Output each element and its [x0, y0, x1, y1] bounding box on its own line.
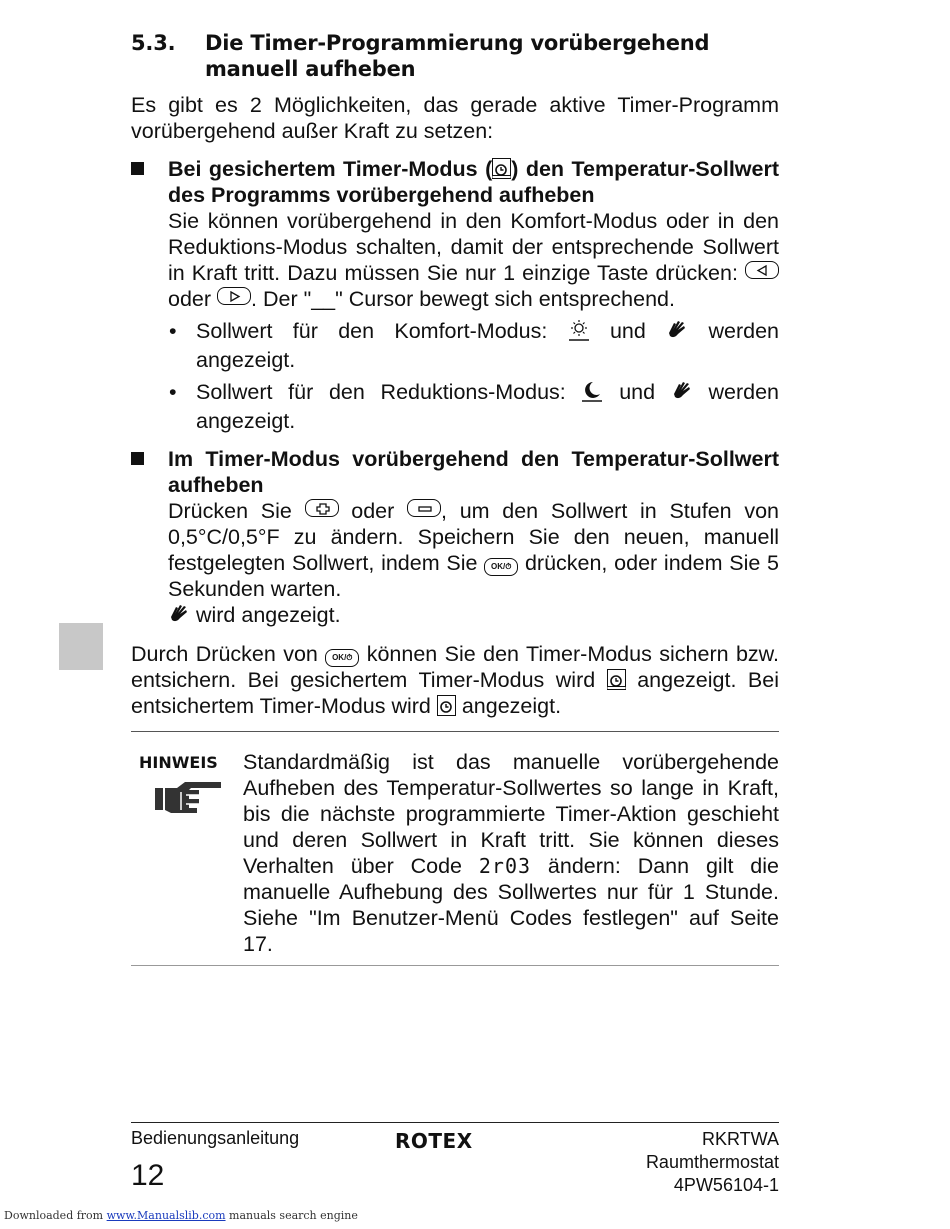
- hand-manual-icon: [168, 603, 190, 631]
- manualslib-link[interactable]: www.Manualslib.com: [106, 1209, 226, 1222]
- hand-manual-icon: [666, 319, 688, 347]
- section-heading: [131, 30, 779, 82]
- chapter-tab: [59, 623, 103, 670]
- section-number: 5.3.: [131, 31, 176, 55]
- right-arrow-key-icon: [217, 287, 251, 305]
- block2-text: Drücken Sie oder , um den Sollwert in Stufen von 0,5°C/0,5°F zu ändern. Speichern Sie den neuen, manuell festgelegten Sollwert, indem Sie OK/⏱ drücken, oder indem Sie 5 Sekunden warten.: [168, 499, 779, 601]
- timer-locked-icon: [607, 669, 626, 690]
- block1-heading: Bei gesichertem Timer-Modus ( ) den Temperatur-Sollwert des Programms vorübergehend aufheben: [168, 157, 779, 207]
- page-content: [131, 30, 779, 966]
- timer-locked-icon: [492, 158, 511, 179]
- option-block-timer: [131, 446, 779, 631]
- code-display: 2r03: [478, 854, 532, 878]
- minus-key-icon: [407, 499, 441, 517]
- timer-unlocked-icon: [437, 695, 456, 716]
- note-label: HINWEIS: [139, 753, 218, 772]
- ok-key-icon: OK/⏱: [484, 558, 518, 576]
- block2-heading: Im Timer-Modus vorübergehend den Temperatur-Sollwert aufheben: [168, 447, 779, 497]
- page-number: 12: [131, 1159, 165, 1192]
- rotex-logo: ROTEX: [395, 1129, 473, 1153]
- ok-key-icon: OK/⏱: [325, 649, 359, 667]
- note-text: Standardmäßig ist das manuelle vorübergehende Aufheben des Temperatur-Sollwertes so lange in Kraft, bis die nächste programmierte Timer-Aktion geschieht und deren Sollwert in Kraft tritt. Sie können dieses Verhalten über Code 2r03 ändern: Dann gilt die manuelle Aufhebung des Sollwertes nur für 1 Stunde. Siehe "Im Benutzer-Menü Codes festlegen" auf Seite 17.: [243, 750, 779, 956]
- hand-manual-icon: [671, 380, 693, 408]
- moon-reduction-icon: [581, 380, 603, 408]
- option-block-locked: [131, 156, 779, 434]
- footer-doc-type: Bedienungsanleitung: [131, 1128, 300, 1148]
- note-bottom-divider: [131, 965, 779, 966]
- block1-text: Sie können vorübergehend in den Komfort-Modus oder in den Reduktions-Modus schalten, damit der entsprechende Sollwert in Kraft tritt. Dazu müssen Sie nur 1 einzige Taste drücken: oder . Der "__" Cursor bewegt sich entsprechend.: [168, 209, 779, 311]
- bullet-reduction: • Sollwert für den Reduktions-Modus: und werden angezeigt.: [169, 380, 779, 433]
- square-bullet-icon: [131, 156, 168, 434]
- pointing-hand-icon: [155, 778, 243, 825]
- note-box: [131, 744, 779, 965]
- block2-hand-line: wird angezeigt.: [168, 602, 779, 631]
- download-notice: Downloaded from www.Manualslib.com manuals search engine: [4, 1209, 358, 1222]
- sun-comfort-icon: [568, 319, 590, 347]
- bullet-comfort: • Sollwert für den Komfort-Modus: und werden angezeigt.: [169, 319, 779, 372]
- footer-product-info: RKRTWA Raumthermostat 4PW56104-1: [645, 1129, 779, 1195]
- page-footer: [131, 1122, 779, 1195]
- lock-paragraph: Durch Drücken von OK/⏱ können Sie den Timer-Modus sichern bzw. entsichern. Bei gesichertem Timer-Modus wird angezeigt. Bei entsichertem Timer-Modus wird angezeigt.: [131, 642, 779, 718]
- note-top-divider: [131, 731, 779, 732]
- intro-paragraph: Es gibt es 2 Möglichkeiten, das gerade aktive Timer-Programm vorübergehend außer Kraft zu setzen:: [131, 93, 779, 143]
- left-arrow-key-icon: [745, 261, 779, 279]
- section-title: Die Timer-Programmierung vorübergehend manuell aufheben: [205, 31, 710, 81]
- square-bullet-icon: [131, 446, 168, 631]
- plus-key-icon: [305, 499, 339, 517]
